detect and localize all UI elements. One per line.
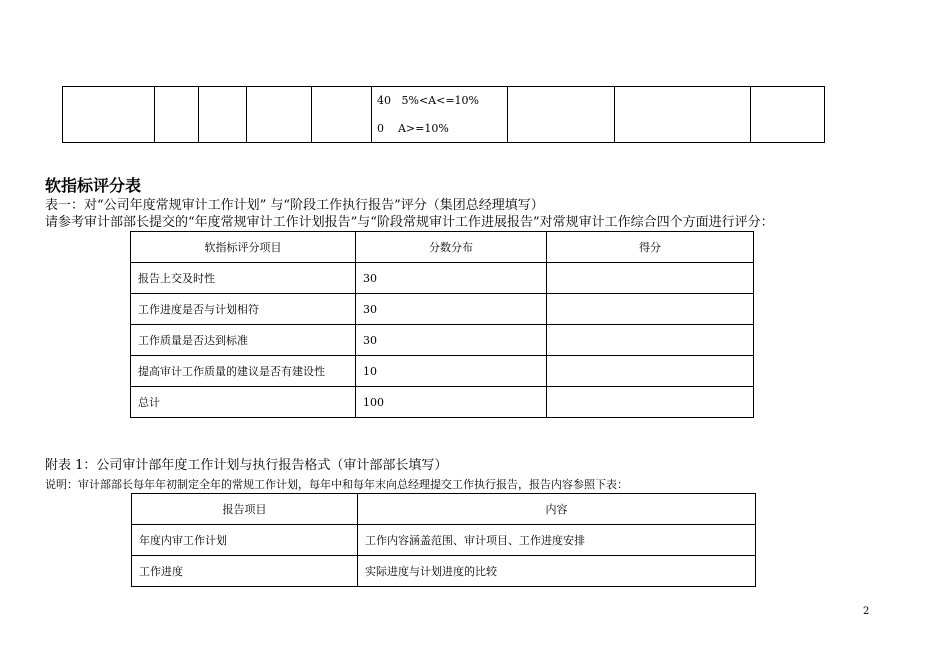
score-cell: 100 bbox=[356, 387, 547, 418]
item-cell: 报告上交及时性 bbox=[131, 263, 356, 294]
table-header-row bbox=[131, 232, 754, 263]
column-header: 分数分布 bbox=[356, 232, 547, 263]
soft-indicator-table bbox=[130, 231, 754, 418]
score-cell: 10 bbox=[356, 356, 547, 387]
table-row bbox=[132, 525, 756, 556]
table-cell bbox=[312, 87, 372, 143]
table-row bbox=[131, 325, 754, 356]
column-header: 报告项目 bbox=[132, 494, 358, 525]
item-cell: 工作进度 bbox=[132, 556, 358, 587]
table-row bbox=[132, 556, 756, 587]
table-cell bbox=[247, 87, 312, 143]
table-caption: 表一：对“公司年度常规审计工作计划” 与“阶段工作执行报告”评分（集团总经理填写） bbox=[45, 198, 544, 213]
top-score-table bbox=[62, 86, 825, 143]
table-row bbox=[131, 387, 754, 418]
report-format-table bbox=[131, 493, 756, 587]
score-cell: 30 bbox=[356, 263, 547, 294]
table-cell bbox=[155, 87, 199, 143]
column-header: 软指标评分项目 bbox=[131, 232, 356, 263]
table-cell bbox=[199, 87, 247, 143]
score-cell: 30 bbox=[356, 325, 547, 356]
appendix-instruction: 说明：审计部部长每年年初制定全年的常规工作计划，每年中和每年末向总经理提交工作执行报告，报告内容参照下表： bbox=[45, 478, 628, 491]
table-row bbox=[131, 294, 754, 325]
got-cell bbox=[547, 356, 754, 387]
score-line: 0 A>=10% bbox=[377, 122, 449, 135]
page-number: 2 bbox=[863, 606, 870, 617]
table-cell bbox=[615, 87, 751, 143]
table-row bbox=[131, 356, 754, 387]
got-cell bbox=[547, 325, 754, 356]
table-header-row bbox=[132, 494, 756, 525]
table-cell bbox=[508, 87, 615, 143]
table-instruction: 请参考审计部部长提交的“年度常规审计工作计划报告”与“阶段常规审计工作进展报告”对常规审计工作综合四个方面进行评分： bbox=[45, 215, 774, 230]
got-cell bbox=[547, 294, 754, 325]
appendix-caption: 附表 1：公司审计部年度工作计划与执行报告格式（审计部部长填写） bbox=[45, 458, 448, 473]
item-cell: 年度内审工作计划 bbox=[132, 525, 358, 556]
table-cell bbox=[63, 87, 155, 143]
section-title: 软指标评分表 bbox=[45, 176, 142, 195]
score-distribution-cell bbox=[372, 87, 508, 143]
item-cell: 总计 bbox=[131, 387, 356, 418]
score-line: 40 5%<A<=10% bbox=[377, 94, 479, 107]
item-cell: 工作进度是否与计划相符 bbox=[131, 294, 356, 325]
item-cell: 工作质量是否达到标准 bbox=[131, 325, 356, 356]
item-cell: 提高审计工作质量的建议是否有建设性 bbox=[131, 356, 356, 387]
got-cell bbox=[547, 387, 754, 418]
score-cell: 30 bbox=[356, 294, 547, 325]
table-row bbox=[63, 87, 825, 143]
table-row bbox=[131, 263, 754, 294]
column-header: 得分 bbox=[547, 232, 754, 263]
got-cell bbox=[547, 263, 754, 294]
column-header: 内容 bbox=[358, 494, 756, 525]
content-cell: 工作内容涵盖范围、审计项目、工作进度安排 bbox=[358, 525, 756, 556]
content-cell: 实际进度与计划进度的比较 bbox=[358, 556, 756, 587]
table-cell bbox=[751, 87, 825, 143]
